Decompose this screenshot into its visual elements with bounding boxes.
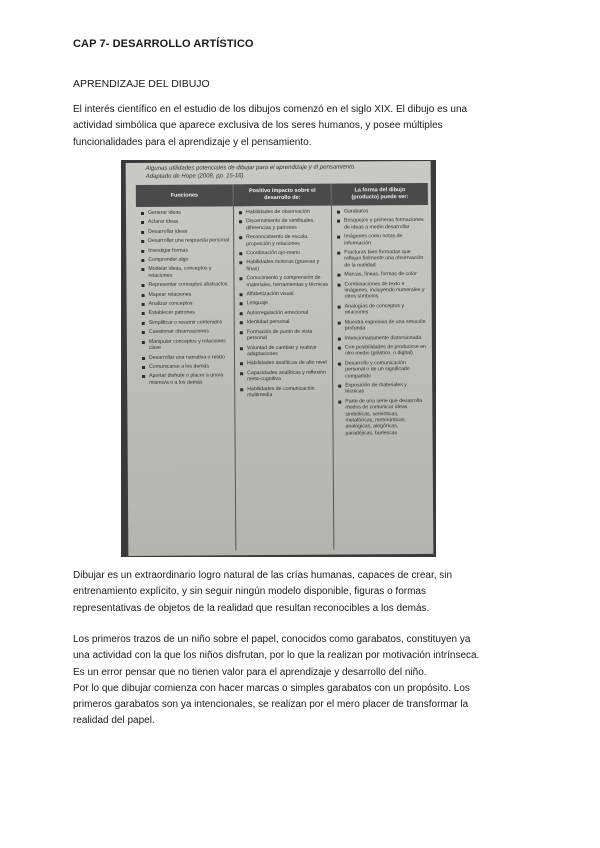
text-line: Es un error pensar que no tienen valor para el aprendizaje y desarrollo del niño. [73, 666, 427, 678]
table-item: Coordinación ojo-mano [238, 250, 330, 257]
table-item: Generar ideas [140, 209, 232, 216]
header-impacto [234, 184, 331, 207]
table-item: Habilidades de comunicación multimedia [239, 385, 331, 398]
table-item: Habilidades motoras (gruesas y finas) [238, 259, 330, 272]
text-line: primeros garabatos son ya intencionales, se realizan por el mero placer de transformar la [73, 699, 469, 711]
table-item: Combinaciones de texto e imágenes, incluyendo numerales y otros símbolos [336, 281, 426, 301]
table-item: Bosquejos y primeras formaciones de ideas a medio desarrollar [336, 217, 426, 230]
table-item: Analogías de conceptos y relaciones [337, 303, 427, 316]
table-item: Alfabetización visual [239, 291, 331, 298]
table-item: Desarrollar una narrativa o relato [141, 354, 233, 361]
header-line: La forma del dibujo [354, 187, 406, 194]
table-item: Habilidades de observación [238, 209, 330, 216]
table-item: Habilidades analíticas de alto nivel [239, 360, 331, 367]
table-item: Simplificar o resumir contenidos [141, 319, 233, 326]
table-item: Comprender algo [140, 256, 232, 263]
printed-table [136, 183, 431, 551]
table-item: Cuestionar observaciones [141, 329, 233, 336]
table-item: Discernimiento de similitudes, diferencias y patrones [238, 218, 330, 231]
table-item: Muestra expresiva de una emoción profunda [337, 319, 427, 332]
text-line: realidad del papel. [73, 715, 155, 727]
table-photo [121, 160, 436, 557]
table-caption [146, 164, 416, 181]
header-line: (producto) puede ser: [351, 194, 409, 201]
text-line: Dibujar es un extraordinario logro natural de las crías humanas, capaces de crear, sin [73, 570, 453, 581]
paragraph-dibujar [73, 568, 525, 617]
table-item: Identidad personal [239, 319, 331, 326]
table-item: Investigar formas [140, 247, 232, 254]
header-line: Funciones [170, 192, 199, 199]
table-item: Conocimiento y comprensión de materiales, herramientas y técnicas [238, 275, 330, 288]
column-divider [233, 184, 237, 550]
caption-line: Adaptado de Hope (2008, pp. 15-16). [145, 172, 246, 180]
table-item: Garabatos [336, 208, 426, 215]
photo-paper [126, 161, 434, 556]
table-item: Parte de una serie que desarrolla modos de comunicar ideas simbólicas, semióticas, metafóricas, metonímicas, analógicas, alegóricas, paradójicas, burlescas [337, 398, 427, 437]
chapter-heading: CAP 7- DESARROLLO ARTÍSTICO [73, 38, 254, 50]
paragraph-garabatos [73, 632, 525, 730]
table-item: Modelar ideas, conceptos y relaciones [140, 266, 232, 279]
paragraph-intro [73, 102, 525, 151]
table-item: Establecer patrones [141, 310, 233, 317]
table-item: Imágenes como notas de información [336, 233, 426, 246]
text-line: Por lo que dibujar comienza con hacer marcas o simples garabatos con un propósito. Los [73, 682, 470, 694]
table-item: Capacidades analíticas y reflexión meta-cognitiva [239, 369, 331, 382]
table-item: Fracturas bien formadas que reflejan fielmente una observación de la realidad [336, 249, 426, 269]
text-line: actividad simbólica que aparece exclusiva de los seres humanos, y posee múltiples [73, 120, 443, 132]
table-item: Aportar disfrute o placer a uno/a mismo/a o a los demás [141, 373, 233, 386]
table-item: Representar conceptos abstractos [140, 282, 232, 289]
table-item: Desarrollo y comunicación personal o de un significado compartido [337, 360, 427, 380]
text-line: funcionalidades para el aprendizaje y el pensamiento. [73, 136, 312, 148]
caption-line: Algunas utilidades potenciales de dibujar para el aprendizaje y el pensamiento. [145, 164, 356, 172]
text-line: entrenamiento explícito, y sin seguir ningún modelo disponible, figuras o formas [73, 586, 426, 598]
table-item: Desarrollar una respuesta personal [140, 238, 232, 245]
table-item: Reconocimiento de escala, proporción y relaciones [238, 234, 330, 247]
text-line: representativas de objetos de la realidad que resultan reconocibles a los demás. [73, 602, 430, 614]
table-item: Formación de punto de vista personal [239, 328, 331, 341]
text-line: El interés científico en el estudio de los dibujos comenzó en el siglo XIX. El dibujo es una [73, 104, 468, 115]
table-item: Exposición de materiales y técnicas [337, 382, 427, 395]
table-item: Autorregulación emocional [239, 310, 331, 317]
text-line: Los primeros trazos de un niño sobre el papel, conocidos como garabatos, constituyen ya [73, 634, 471, 645]
text-line: una actividad con la que los niños disfrutan, por lo que la realizan por motivación intrínseca. [73, 650, 480, 662]
column-divider [331, 184, 335, 550]
table-item: Voluntad de cambiar y realizar adaptaciones [239, 344, 331, 357]
header-forma [332, 183, 428, 206]
table-item: Intencionadamente distorsionada [337, 334, 427, 341]
table-item: Analizar conceptos [141, 300, 233, 307]
table-item: Marcas, líneas, formas de color [336, 271, 426, 278]
table-item: Mapear relaciones [141, 291, 233, 298]
header-funciones [136, 184, 233, 207]
table-item: Comunicarse a los demás [141, 363, 233, 370]
section-heading: APRENDIZAJE DEL DIBUJO [73, 78, 210, 90]
table-item: Lenguaje [239, 300, 331, 307]
table-item: Aclarar ideas [140, 219, 232, 226]
header-line: desarrollo de: [264, 194, 301, 202]
column-funciones [140, 209, 233, 389]
table-item: Manipular conceptos y relaciones clave [141, 338, 233, 351]
column-forma [336, 208, 428, 440]
header-line: Positivo impacto sobre el [248, 187, 316, 195]
table-item: Con posibilidades de producirse en otro medio (plástico, o digital) [337, 344, 427, 357]
table-item: Desarrollar ideas [140, 228, 232, 235]
column-impacto [238, 209, 331, 402]
